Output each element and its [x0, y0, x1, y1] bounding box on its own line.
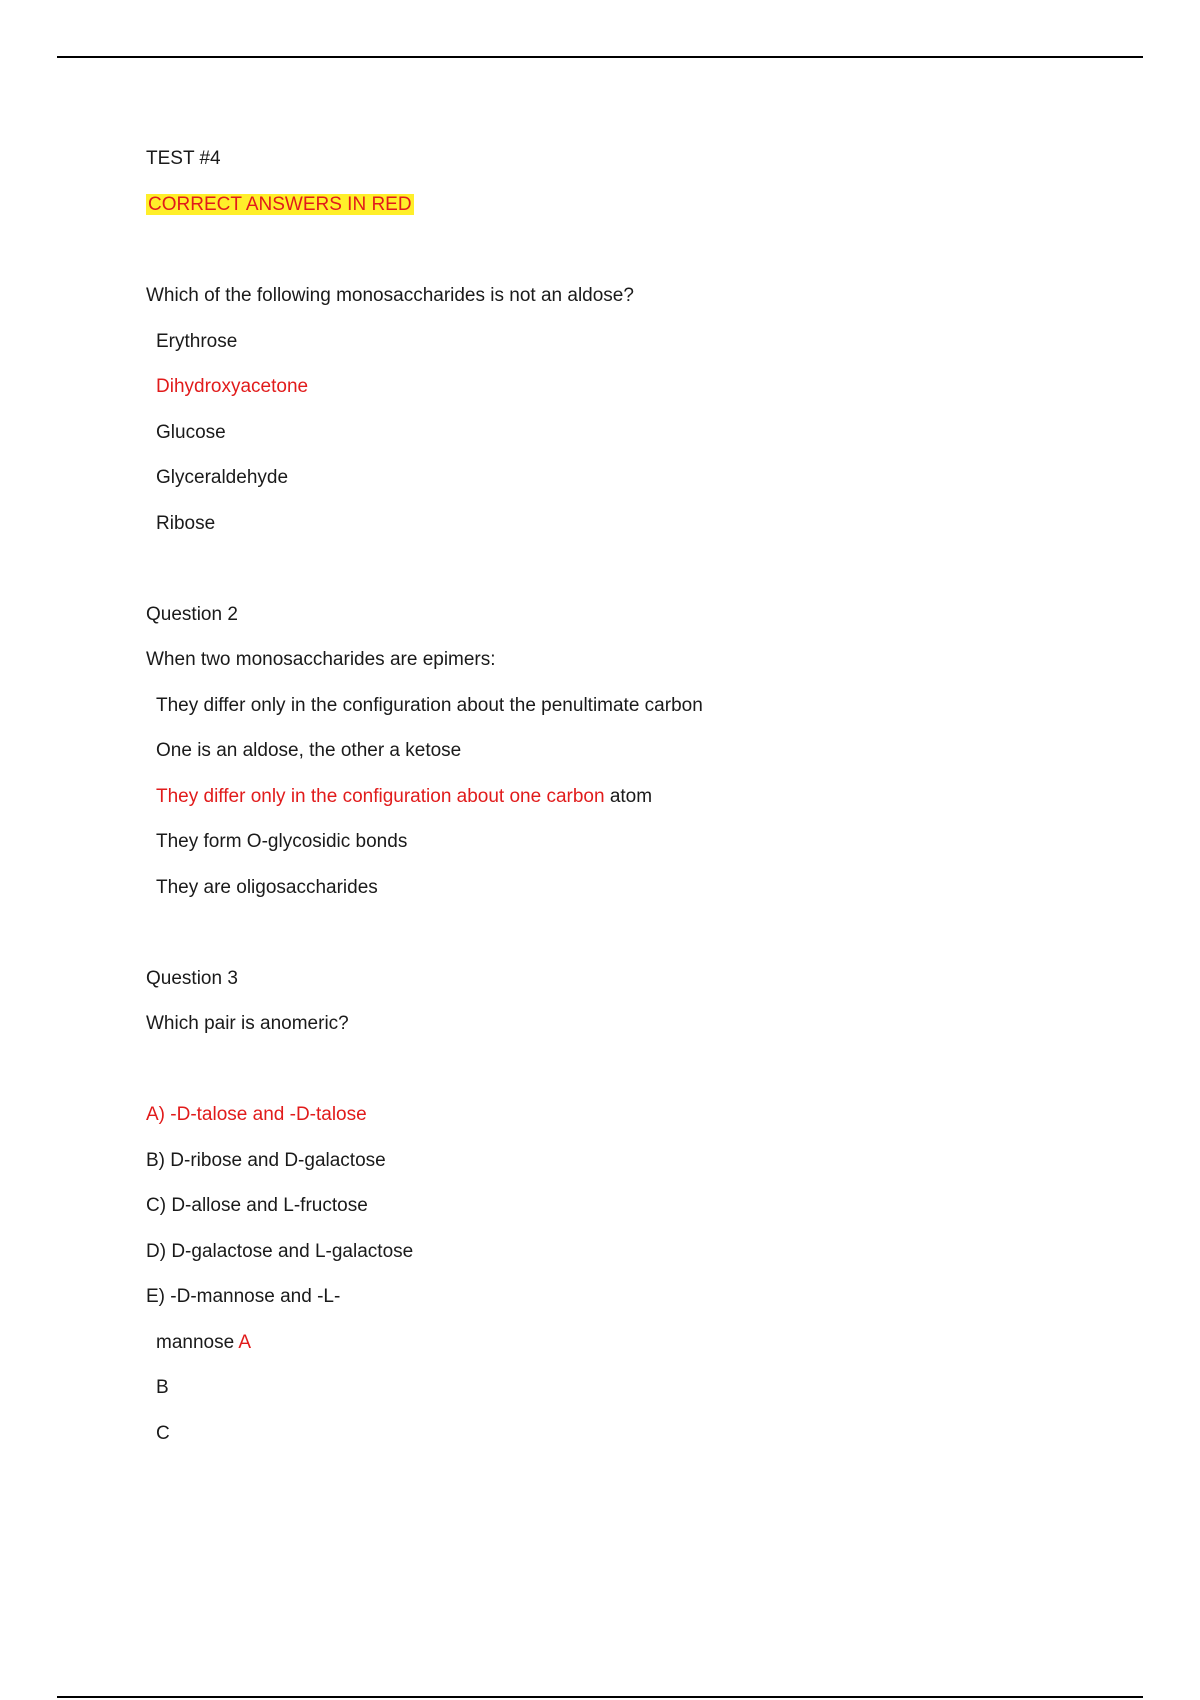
q3-option-a-correct: A) -D-talose and -D-talose — [146, 1104, 367, 1125]
q3-letter-b: B — [156, 1377, 169, 1398]
q3-cont-text: mannose — [156, 1332, 239, 1353]
q2-option-3-correct: They differ only in the configuration about one carbon — [156, 786, 605, 807]
q2-option-2: One is an aldose, the other a ketose — [156, 740, 462, 761]
q1-option-1: Erythrose — [156, 331, 238, 352]
q2-option-3 — [156, 785, 652, 809]
q3-option-c: C) D-allose and L-fructose — [146, 1195, 368, 1216]
q1-option-4: Glyceraldehyde — [156, 467, 289, 488]
q1-option-2-correct: Dihydroxyacetone — [156, 376, 309, 397]
highlighted-note: CORRECT ANSWERS IN RED — [148, 194, 412, 215]
q2-option-4: They form O-glycosidic bonds — [156, 831, 408, 852]
q2-heading: Question 2 — [146, 604, 238, 625]
top-rule — [57, 56, 1143, 58]
q3-letter-c: C — [156, 1423, 170, 1444]
q1-text: Which of the following monosaccharides is not an aldose? — [146, 285, 634, 306]
q2-option-3-tail: atom — [604, 786, 653, 807]
answer-key-note — [146, 193, 414, 217]
bottom-rule — [57, 1696, 1143, 1698]
q3-option-b: B) D-ribose and D-galactose — [146, 1150, 386, 1171]
document-title: TEST #4 — [146, 148, 221, 169]
q1-option-5: Ribose — [156, 513, 216, 534]
q1-option-3: Glucose — [156, 422, 226, 443]
q2-text: When two monosaccharides are epimers: — [146, 649, 496, 670]
q3-option-e-continued — [156, 1331, 251, 1355]
q2-option-5: They are oligosaccharides — [156, 877, 378, 898]
q3-option-d: D) D-galactose and L-galactose — [146, 1241, 414, 1262]
q3-heading: Question 3 — [146, 968, 238, 989]
q2-option-1: They differ only in the configuration about the penultimate carbon — [156, 695, 703, 716]
q3-text: Which pair is anomeric? — [146, 1013, 349, 1034]
q3-answer-letter: A — [238, 1332, 252, 1353]
q3-option-e: E) -D-mannose and -L- — [146, 1286, 341, 1307]
